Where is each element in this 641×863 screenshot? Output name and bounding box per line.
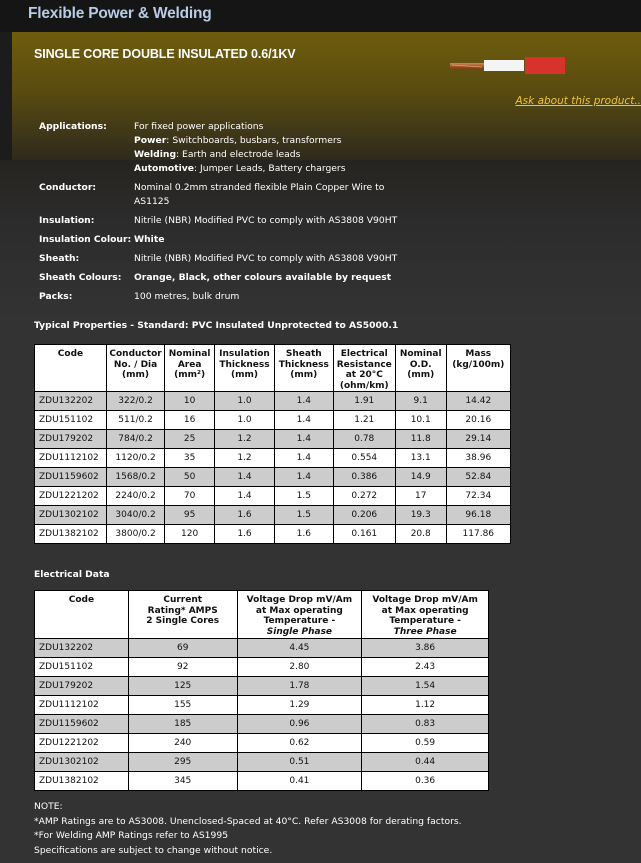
header-col-7 xyxy=(446,345,510,392)
spec-applications xyxy=(39,120,464,176)
table-cell: 0.44 xyxy=(362,753,489,772)
table-cell: 1.4 xyxy=(274,430,333,449)
spec-value: 100 metres, bulk drum xyxy=(134,291,240,302)
site-title: Flexible Power & Welding xyxy=(28,5,212,22)
table-cell: 3800/0.2 xyxy=(106,525,164,544)
note-heading: NOTE: xyxy=(34,801,63,812)
spec-sheath-colours xyxy=(39,271,464,285)
cell-code: ZDU1302102 xyxy=(35,506,107,525)
table-cell: 14.9 xyxy=(395,468,446,487)
cell-code: ZDU1382102 xyxy=(35,772,129,791)
table-cell: 0.554 xyxy=(333,449,395,468)
table-cell: 1120/0.2 xyxy=(106,449,164,468)
typical-properties-title: Typical Properties - Standard: PVC Insulated Unprotected to AS5000.1 xyxy=(34,320,399,331)
header-line: Conductor xyxy=(109,349,162,359)
header-line: Sheath xyxy=(285,349,322,359)
header-line: Current xyxy=(163,595,203,605)
table-row xyxy=(35,658,489,677)
cable-image-icon xyxy=(450,56,570,76)
header-vd-three-phase xyxy=(362,591,489,639)
table-cell: 1.2 xyxy=(215,449,275,468)
table-cell: 0.206 xyxy=(333,506,395,525)
table-cell: 72.34 xyxy=(446,487,510,506)
table-cell: 1.6 xyxy=(215,525,275,544)
header-line: Nominal xyxy=(168,349,211,359)
applications-welding xyxy=(134,148,414,162)
header-line: at 20°C xyxy=(345,370,383,380)
table-row xyxy=(35,753,489,772)
spec-label: Packs: xyxy=(39,291,73,302)
table-cell: 9.1 xyxy=(395,392,446,411)
table-cell: 13.1 xyxy=(395,449,446,468)
table-cell: 35 xyxy=(165,449,215,468)
header-line: (mm) xyxy=(290,370,318,380)
table-cell: 2240/0.2 xyxy=(106,487,164,506)
applications-automotive-label: Automotive xyxy=(134,163,195,174)
header-line: Thickness xyxy=(219,359,270,370)
cell-code: ZDU151102 xyxy=(35,658,129,677)
cell-code: ZDU1159602 xyxy=(35,715,129,734)
header-col-3 xyxy=(215,345,275,392)
table-cell: 4.45 xyxy=(237,639,362,658)
header-line: No. / Dia xyxy=(113,359,158,370)
table-cell: 117.86 xyxy=(446,525,510,544)
table-cell: 511/0.2 xyxy=(106,411,164,430)
table-cell: 1.4 xyxy=(274,392,333,411)
table-row xyxy=(35,525,511,544)
table-row xyxy=(35,411,511,430)
table-cell: 345 xyxy=(128,772,237,791)
top-bar xyxy=(0,0,641,32)
table-cell: 16 xyxy=(165,411,215,430)
left-strip xyxy=(0,32,12,162)
table-cell: 1.78 xyxy=(237,677,362,696)
typical-properties-table xyxy=(34,344,511,544)
spec-insulation xyxy=(39,214,464,228)
table-cell: 20.16 xyxy=(446,411,510,430)
table-cell: 20.8 xyxy=(395,525,446,544)
table-cell: 120 xyxy=(165,525,215,544)
header-line: (ohm/km) xyxy=(339,380,389,391)
header-vd-single-phase xyxy=(237,591,362,639)
spec-label: Sheath: xyxy=(39,253,80,264)
table-cell: 19.3 xyxy=(395,506,446,525)
table-row xyxy=(35,715,489,734)
header-col-1 xyxy=(106,345,164,392)
spec-insulation-colour xyxy=(39,233,464,247)
header-current-rating xyxy=(128,591,237,639)
applications-power-label: Power xyxy=(134,135,167,146)
spec-value: Nitrile (NBR) Modified PVC to comply with AS3808 V90HT xyxy=(134,253,398,264)
spec-label: Conductor: xyxy=(39,182,97,193)
table-cell: 1.4 xyxy=(274,468,333,487)
header-code: Code xyxy=(35,591,129,639)
header-line: Temperature - xyxy=(263,616,336,626)
header-line: Nominal xyxy=(399,349,442,359)
header-line: Electrical xyxy=(340,349,388,359)
header-line: at Max operating xyxy=(255,605,343,616)
table-cell: 1.2 xyxy=(215,430,275,449)
cell-code: ZDU179202 xyxy=(35,677,129,696)
table-cell: 1.54 xyxy=(362,677,489,696)
table-cell: 1.5 xyxy=(274,506,333,525)
table-cell: 92 xyxy=(128,658,237,677)
table-row xyxy=(35,506,511,525)
table-cell: 69 xyxy=(128,639,237,658)
table-cell: 29.14 xyxy=(446,430,510,449)
table-row xyxy=(35,639,489,658)
notes xyxy=(34,800,462,858)
table-cell: 38.96 xyxy=(446,449,510,468)
table-cell: 10 xyxy=(165,392,215,411)
applications-power-text: : Switchboards, busbars, transformers xyxy=(166,135,342,146)
header-col-2 xyxy=(165,345,215,392)
table-row xyxy=(35,468,511,487)
spec-value: White xyxy=(134,234,165,245)
table-cell: 17 xyxy=(395,487,446,506)
table-cell: 1.4 xyxy=(274,449,333,468)
header-line: (mm) xyxy=(122,370,150,380)
table-row xyxy=(35,772,489,791)
applications-welding-text: : Earth and electrode leads xyxy=(176,149,301,160)
spec-sheath xyxy=(39,252,464,266)
table-cell: 50 xyxy=(165,468,215,487)
cell-code: ZDU1112102 xyxy=(35,696,129,715)
cell-code: ZDU1221202 xyxy=(35,487,107,506)
table-cell: 0.59 xyxy=(362,734,489,753)
table-cell: 1.0 xyxy=(215,392,275,411)
cell-code: ZDU1112102 xyxy=(35,449,107,468)
table-cell: 0.83 xyxy=(362,715,489,734)
table-header-row xyxy=(35,591,489,639)
spec-conductor xyxy=(39,181,464,209)
header-line: Three Phase xyxy=(393,626,457,637)
table-row xyxy=(35,449,511,468)
header-line: Area xyxy=(177,359,202,370)
header-line: (mm) xyxy=(230,370,258,380)
table-row xyxy=(35,392,511,411)
spec-label: Insulation: xyxy=(39,215,95,226)
table-row xyxy=(35,734,489,753)
cell-code: ZDU1382102 xyxy=(35,525,107,544)
table-cell: 10.1 xyxy=(395,411,446,430)
table-cell: 295 xyxy=(128,753,237,772)
table-cell: 52.84 xyxy=(446,468,510,487)
header-line: (mm²) xyxy=(174,370,206,380)
header-line: Rating* AMPS xyxy=(147,605,218,616)
note-line: Specifications are subject to change without notice. xyxy=(34,844,273,856)
table-cell: 1.5 xyxy=(274,487,333,506)
header-line: Code xyxy=(57,349,84,359)
table-cell: 240 xyxy=(128,734,237,753)
header-line: O.D. xyxy=(409,359,432,370)
spec-value: Nominal 0.2mm stranded flexible Plain Copper Wire to AS1125 xyxy=(134,182,385,207)
spec-value xyxy=(134,120,414,176)
table-cell: 0.78 xyxy=(333,430,395,449)
header-line: Single Phase xyxy=(266,626,333,637)
cell-code: ZDU1302102 xyxy=(35,753,129,772)
table-cell: 125 xyxy=(128,677,237,696)
electrical-data-table xyxy=(34,590,489,791)
table-cell: 1.6 xyxy=(274,525,333,544)
header-col-5 xyxy=(333,345,395,392)
cell-code: ZDU132202 xyxy=(35,639,129,658)
table-row xyxy=(35,696,489,715)
table-cell: 1.21 xyxy=(333,411,395,430)
table-row xyxy=(35,677,489,696)
table-cell: 2.80 xyxy=(237,658,362,677)
spec-value: Orange, Black, other colours available by request xyxy=(134,272,392,283)
table-cell: 1.29 xyxy=(237,696,362,715)
note-line: *AMP Ratings are to AS3008. Unenclosed-Spaced at 40°C. Refer AS3008 for derating factors. xyxy=(34,815,462,827)
table-cell: 1.12 xyxy=(362,696,489,715)
table-row xyxy=(35,430,511,449)
table-header-row xyxy=(35,345,511,392)
table-cell: 2.43 xyxy=(362,658,489,677)
cell-code: ZDU132202 xyxy=(35,392,107,411)
applications-line: For fixed power applications xyxy=(134,121,264,132)
table-cell: 1.4 xyxy=(215,487,275,506)
header-line: Voltage Drop mV/Am xyxy=(246,595,353,605)
table-cell: 1.0 xyxy=(215,411,275,430)
table-cell: 0.96 xyxy=(237,715,362,734)
table-cell: 0.386 xyxy=(333,468,395,487)
header-col-4 xyxy=(274,345,333,392)
table-cell: 784/0.2 xyxy=(106,430,164,449)
applications-welding-label: Welding xyxy=(134,149,177,160)
header-line: Mass xyxy=(465,349,492,359)
table-cell: 0.62 xyxy=(237,734,362,753)
table-cell: 70 xyxy=(165,487,215,506)
spec-list xyxy=(39,120,464,309)
table-cell: 0.272 xyxy=(333,487,395,506)
spec-packs xyxy=(39,290,464,304)
table-row xyxy=(35,487,511,506)
header-line: (mm) xyxy=(407,370,435,380)
header-line: at Max operating xyxy=(381,605,469,616)
table-cell: 0.41 xyxy=(237,772,362,791)
table-cell: 14.42 xyxy=(446,392,510,411)
table-cell: 155 xyxy=(128,696,237,715)
header-line: Temperature - xyxy=(389,616,461,626)
spec-label: Applications: xyxy=(39,121,107,132)
electrical-data-title: Electrical Data xyxy=(34,569,110,580)
spec-value: Nitrile (NBR) Modified PVC to comply with AS3808 V90HT xyxy=(134,215,398,226)
header-line: Resistance xyxy=(336,359,392,370)
product-title: SINGLE CORE DOUBLE INSULATED 0.6/1KV xyxy=(34,47,296,61)
table-cell: 1568/0.2 xyxy=(106,468,164,487)
table-cell: 1.6 xyxy=(215,506,275,525)
spec-label: Sheath Colours: xyxy=(39,272,122,283)
note-line: *For Welding AMP Ratings refer to AS1995 xyxy=(34,830,229,841)
applications-power xyxy=(134,134,414,148)
applications-automotive xyxy=(134,162,414,176)
table-cell: 3.86 xyxy=(362,639,489,658)
table-cell: 0.36 xyxy=(362,772,489,791)
table-cell: 0.51 xyxy=(237,753,362,772)
cell-code: ZDU1221202 xyxy=(35,734,129,753)
cell-code: ZDU151102 xyxy=(35,411,107,430)
ask-about-product-link[interactable]: Ask about this product.. xyxy=(515,95,641,107)
header-col-0 xyxy=(35,345,107,392)
header-line: Insulation xyxy=(219,349,270,359)
header-line: 2 Single Cores xyxy=(146,616,220,626)
table-cell: 1.91 xyxy=(333,392,395,411)
table-cell: 322/0.2 xyxy=(106,392,164,411)
applications-automotive-text: : Jumper Leads, Battery chargers xyxy=(194,163,346,174)
header-line: (kg/100m) xyxy=(452,359,505,370)
header-line: Voltage Drop mV/Am xyxy=(372,595,478,605)
table-cell: 11.8 xyxy=(395,430,446,449)
header-line: Thickness xyxy=(278,359,329,370)
table-cell: 1.4 xyxy=(215,468,275,487)
table-cell: 96.18 xyxy=(446,506,510,525)
table-cell: 3040/0.2 xyxy=(106,506,164,525)
cell-code: ZDU1159602 xyxy=(35,468,107,487)
table-cell: 95 xyxy=(165,506,215,525)
header-col-6 xyxy=(395,345,446,392)
table-cell: 185 xyxy=(128,715,237,734)
spec-label: Insulation Colour: xyxy=(39,234,132,245)
table-cell: 1.4 xyxy=(274,411,333,430)
cell-code: ZDU179202 xyxy=(35,430,107,449)
table-cell: 0.161 xyxy=(333,525,395,544)
table-cell: 25 xyxy=(165,430,215,449)
